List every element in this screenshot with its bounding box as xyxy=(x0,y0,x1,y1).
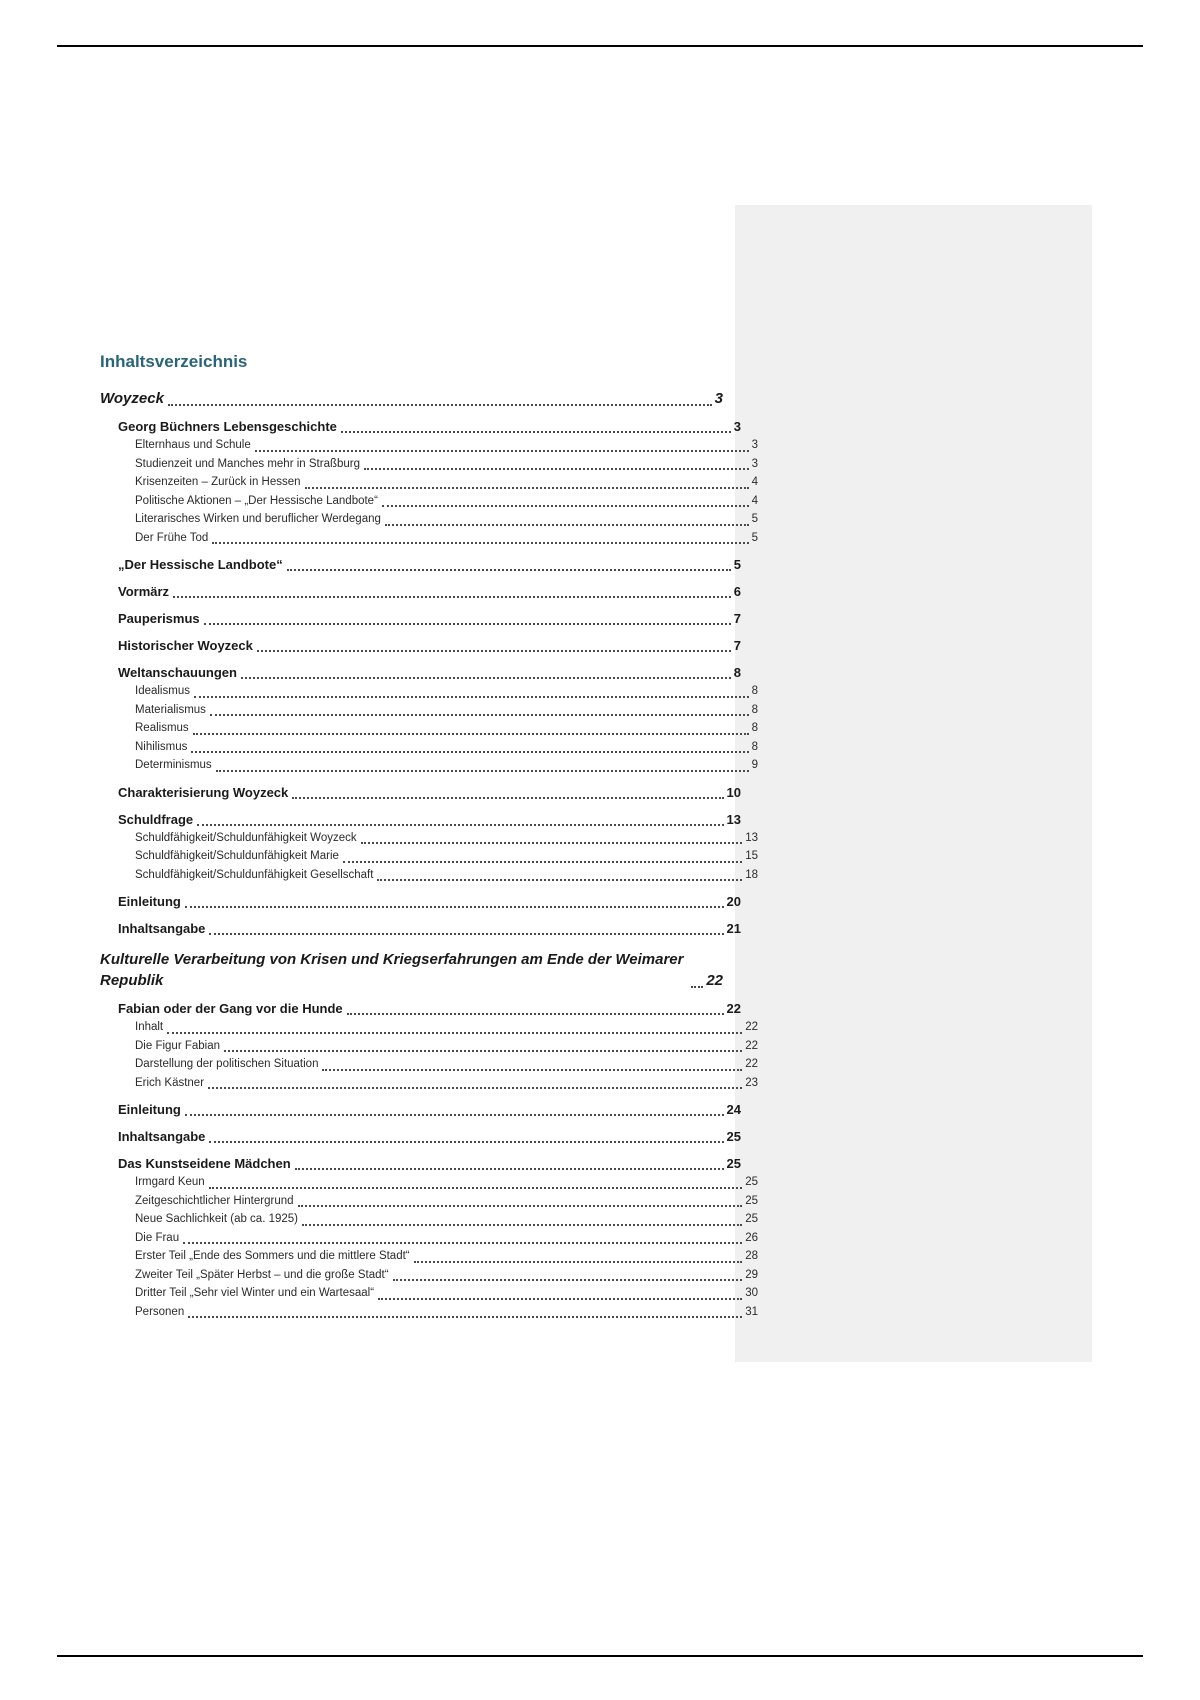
toc-heading: Inhaltsverzeichnis xyxy=(100,352,248,371)
toc-entry-label: Die Frau xyxy=(135,1231,180,1244)
toc-entry[interactable] xyxy=(100,556,741,574)
toc-dot-leader xyxy=(197,824,723,826)
toc-entry-page: 6 xyxy=(733,584,741,599)
toc-entry-label: Die Figur Fabian xyxy=(135,1039,221,1052)
toc-entry-page: 31 xyxy=(745,1305,758,1318)
toc-entry[interactable] xyxy=(100,455,758,474)
toc-dot-leader xyxy=(287,569,731,571)
toc-dot-leader xyxy=(691,986,703,988)
toc-entry[interactable] xyxy=(100,756,758,775)
toc-entry-label: Idealismus xyxy=(135,685,190,697)
toc-dot-leader xyxy=(185,1114,724,1116)
toc-entry[interactable] xyxy=(100,682,758,701)
toc-entry-label: Zeitgeschichtlicher Hintergrund xyxy=(135,1194,294,1207)
toc-dot-leader xyxy=(292,797,723,799)
toc-entry[interactable] xyxy=(100,949,723,991)
toc-entry[interactable] xyxy=(100,1266,758,1285)
toc-dot-leader xyxy=(257,650,731,652)
toc-entry[interactable] xyxy=(100,1128,741,1146)
toc-entry[interactable] xyxy=(100,473,758,492)
toc-dot-leader xyxy=(378,1298,742,1300)
toc-entry[interactable] xyxy=(100,1303,758,1322)
page-bottom-rule xyxy=(57,1655,1143,1657)
toc-entry[interactable] xyxy=(100,610,741,628)
toc-entry-page: 22 xyxy=(745,1039,758,1052)
toc-entry-page: 8 xyxy=(751,740,758,753)
toc-entry-page: 8 xyxy=(733,665,741,680)
toc-entry-label: Irmgard Keun xyxy=(135,1176,205,1188)
toc-entry[interactable] xyxy=(100,738,758,757)
toc-entry-page: 25 xyxy=(726,1156,741,1171)
toc-entry[interactable] xyxy=(100,1247,758,1266)
toc-entry-label: Georg Büchners Lebensgeschichte xyxy=(118,419,337,434)
toc-entry-label: Realismus xyxy=(135,722,189,734)
toc-dot-leader xyxy=(168,404,712,406)
toc-dot-leader xyxy=(209,1187,743,1189)
toc-entry[interactable] xyxy=(100,1284,758,1303)
toc-dot-leader xyxy=(208,1087,742,1089)
toc-entry-label: Materialismus xyxy=(135,703,206,716)
toc-entry-page: 18 xyxy=(745,868,758,881)
toc-dot-leader xyxy=(193,733,749,735)
toc-entry[interactable] xyxy=(100,784,741,802)
toc-dot-leader xyxy=(302,1224,742,1226)
toc-dot-leader xyxy=(347,1013,724,1015)
toc-entry-page: 24 xyxy=(726,1102,741,1117)
toc-entry-label: „Der Hessische Landbote“ xyxy=(118,557,283,572)
toc-entry-label: Schuldfrage xyxy=(118,811,194,827)
toc-dot-leader xyxy=(322,1069,742,1071)
toc-entry-page: 5 xyxy=(751,531,758,544)
toc-dot-leader xyxy=(385,524,749,526)
toc-entry[interactable] xyxy=(100,1018,758,1037)
toc-dot-leader xyxy=(224,1050,742,1052)
toc-entry-page: 7 xyxy=(733,638,741,653)
toc-dot-leader xyxy=(364,468,749,470)
toc-entry[interactable] xyxy=(100,637,741,655)
toc-entry-label: Einleitung xyxy=(118,1102,181,1117)
toc-entry-label: Schuldfähigkeit/Schuldunfähigkeit Marie xyxy=(135,850,339,862)
toc-entry-page: 26 xyxy=(745,1231,758,1244)
toc-dot-leader xyxy=(167,1032,742,1034)
toc-entry-label: Inhaltsangabe xyxy=(118,1129,206,1144)
toc-entry[interactable] xyxy=(100,1074,758,1093)
toc-entry-label: Zweiter Teil „Später Herbst – und die große Stadt“ xyxy=(135,1268,389,1281)
toc-content xyxy=(100,352,758,1321)
toc-entry-page: 10 xyxy=(726,784,741,800)
toc-entry[interactable] xyxy=(100,1173,758,1192)
page-top-rule xyxy=(57,45,1143,47)
toc-entry[interactable] xyxy=(100,1210,758,1229)
toc-dot-leader xyxy=(341,431,731,433)
toc-dot-leader xyxy=(209,933,723,935)
toc-entry-label: Nihilismus xyxy=(135,740,188,753)
toc-dot-leader xyxy=(298,1205,743,1207)
toc-entry-label: Einleitung xyxy=(118,894,181,909)
toc-entry[interactable] xyxy=(100,418,741,436)
toc-entry[interactable] xyxy=(100,664,741,682)
toc-entry-page: 22 xyxy=(726,1001,741,1016)
toc-entry[interactable] xyxy=(100,1101,741,1119)
toc-list xyxy=(100,388,758,1321)
toc-dot-leader xyxy=(361,842,743,844)
toc-dot-leader xyxy=(377,879,742,881)
toc-dot-leader xyxy=(210,714,749,716)
toc-entry[interactable] xyxy=(100,1155,741,1173)
toc-entry[interactable] xyxy=(100,1000,741,1018)
toc-entry-label: Historischer Woyzeck xyxy=(118,638,253,653)
toc-entry[interactable] xyxy=(100,701,758,720)
toc-entry[interactable] xyxy=(100,583,741,601)
toc-entry-page: 23 xyxy=(745,1076,758,1089)
toc-entry-page: 22 xyxy=(745,1021,758,1033)
toc-entry-page: 8 xyxy=(751,685,758,697)
toc-dot-leader xyxy=(185,906,724,908)
toc-entry[interactable] xyxy=(100,510,758,529)
toc-dot-leader xyxy=(188,1316,742,1318)
toc-entry-page: 13 xyxy=(726,811,741,827)
toc-entry-label: Literarisches Wirken und beruflicher Werdegang xyxy=(135,513,381,525)
toc-entry-page: 3 xyxy=(751,457,758,470)
toc-dot-leader xyxy=(295,1168,724,1170)
toc-entry-page: 7 xyxy=(733,611,741,626)
toc-entry-label: Elternhaus und Schule xyxy=(135,439,251,451)
toc-entry-label: Weltanschauungen xyxy=(118,665,237,680)
toc-entry-page: 3 xyxy=(733,419,741,434)
toc-entry-label: Neue Sachlichkeit (ab ca. 1925) xyxy=(135,1213,299,1225)
toc-entry-label: Krisenzeiten – Zurück in Hessen xyxy=(135,476,301,488)
comments-side-panel xyxy=(735,205,1092,1362)
toc-entry-label: Dritter Teil „Sehr viel Winter und ein Wartesaal“ xyxy=(135,1287,375,1299)
toc-entry[interactable] xyxy=(100,847,758,866)
toc-entry-label: Vormärz xyxy=(118,584,170,599)
toc-dot-leader xyxy=(212,542,748,544)
toc-dot-leader xyxy=(305,487,749,489)
toc-entry-label: Studienzeit und Manches mehr in Straßburg xyxy=(135,457,361,470)
toc-dot-leader xyxy=(194,696,749,698)
toc-entry-label: Darstellung der politischen Situation xyxy=(135,1058,319,1070)
toc-entry-page: 4 xyxy=(751,476,758,488)
toc-dot-leader xyxy=(255,450,749,452)
toc-entry-label: Pauperismus xyxy=(118,611,200,626)
toc-dot-leader xyxy=(241,677,731,679)
toc-entry-label: Schuldfähigkeit/Schuldunfähigkeit Woyzeck xyxy=(135,831,357,844)
toc-entry-label: Inhaltsangabe xyxy=(118,921,206,936)
toc-entry-page: 25 xyxy=(726,1129,741,1144)
toc-dot-leader xyxy=(204,623,731,625)
toc-entry-label: Erster Teil „Ende des Sommers und die mittlere Stadt“ xyxy=(135,1250,410,1262)
toc-dot-leader xyxy=(183,1242,742,1244)
toc-entry-page: 8 xyxy=(751,703,758,716)
toc-entry-label: Determinismus xyxy=(135,759,212,771)
toc-entry-page: 5 xyxy=(733,557,741,572)
toc-entry-label: Schuldfähigkeit/Schuldunfähigkeit Gesellschaft xyxy=(135,868,374,881)
toc-entry[interactable] xyxy=(100,529,758,548)
toc-entry-page: 5 xyxy=(751,513,758,525)
toc-entry-page: 8 xyxy=(751,722,758,734)
toc-dot-leader xyxy=(173,596,731,598)
toc-entry-page: 22 xyxy=(706,972,723,989)
toc-entry-page: 25 xyxy=(745,1213,758,1225)
toc-entry-label: Der Frühe Tod xyxy=(135,531,209,544)
toc-dot-leader xyxy=(414,1261,743,1263)
toc-entry[interactable] xyxy=(100,1229,758,1248)
toc-entry-page: 13 xyxy=(745,831,758,844)
toc-entry[interactable] xyxy=(100,1037,758,1056)
toc-dot-leader xyxy=(393,1279,743,1281)
toc-entry-page: 20 xyxy=(726,894,741,909)
toc-entry-page: 28 xyxy=(745,1250,758,1262)
toc-entry[interactable] xyxy=(100,920,741,938)
toc-entry-page: 4 xyxy=(751,494,758,507)
toc-entry-label: Personen xyxy=(135,1305,185,1318)
toc-entry-label: Kulturelle Verarbeitung von Krisen und Kriegserfahrungen am Ende der Weimarer Republik xyxy=(100,951,684,989)
toc-dot-leader xyxy=(191,751,748,753)
toc-entry-page: 3 xyxy=(751,439,758,451)
toc-entry[interactable] xyxy=(100,436,758,455)
toc-entry-page: 22 xyxy=(745,1058,758,1070)
toc-entry-page: 29 xyxy=(745,1268,758,1281)
toc-entry-label: Woyzeck xyxy=(100,390,164,407)
toc-entry-label: Politische Aktionen – „Der Hessische Landbote“ xyxy=(135,494,378,507)
toc-entry[interactable] xyxy=(100,866,758,885)
toc-entry-label: Das Kunstseidene Mädchen xyxy=(118,1156,291,1171)
toc-entry-page: 3 xyxy=(714,390,723,407)
toc-entry-page: 15 xyxy=(745,850,758,862)
toc-entry-page: 25 xyxy=(745,1194,758,1207)
toc-entry-label: Charakterisierung Woyzeck xyxy=(118,784,289,800)
toc-entry[interactable] xyxy=(100,1055,758,1074)
toc-dot-leader xyxy=(209,1141,723,1143)
toc-entry[interactable] xyxy=(100,811,741,829)
toc-entry-page: 21 xyxy=(726,921,741,936)
toc-entry[interactable] xyxy=(100,1192,758,1211)
toc-entry-page: 9 xyxy=(751,759,758,771)
toc-entry[interactable] xyxy=(100,719,758,738)
toc-entry-label: Fabian oder der Gang vor die Hunde xyxy=(118,1001,343,1016)
toc-entry-page: 30 xyxy=(745,1287,758,1299)
toc-dot-leader xyxy=(216,770,749,772)
toc-entry-label: Inhalt xyxy=(135,1021,164,1033)
toc-dot-leader xyxy=(343,861,742,863)
toc-entry-label: Erich Kästner xyxy=(135,1076,205,1089)
toc-dot-leader xyxy=(382,505,749,507)
toc-entry[interactable] xyxy=(100,893,741,911)
toc-entry[interactable] xyxy=(100,388,723,409)
toc-entry[interactable] xyxy=(100,829,758,848)
toc-entry-page: 25 xyxy=(745,1176,758,1188)
toc-entry[interactable] xyxy=(100,492,758,511)
